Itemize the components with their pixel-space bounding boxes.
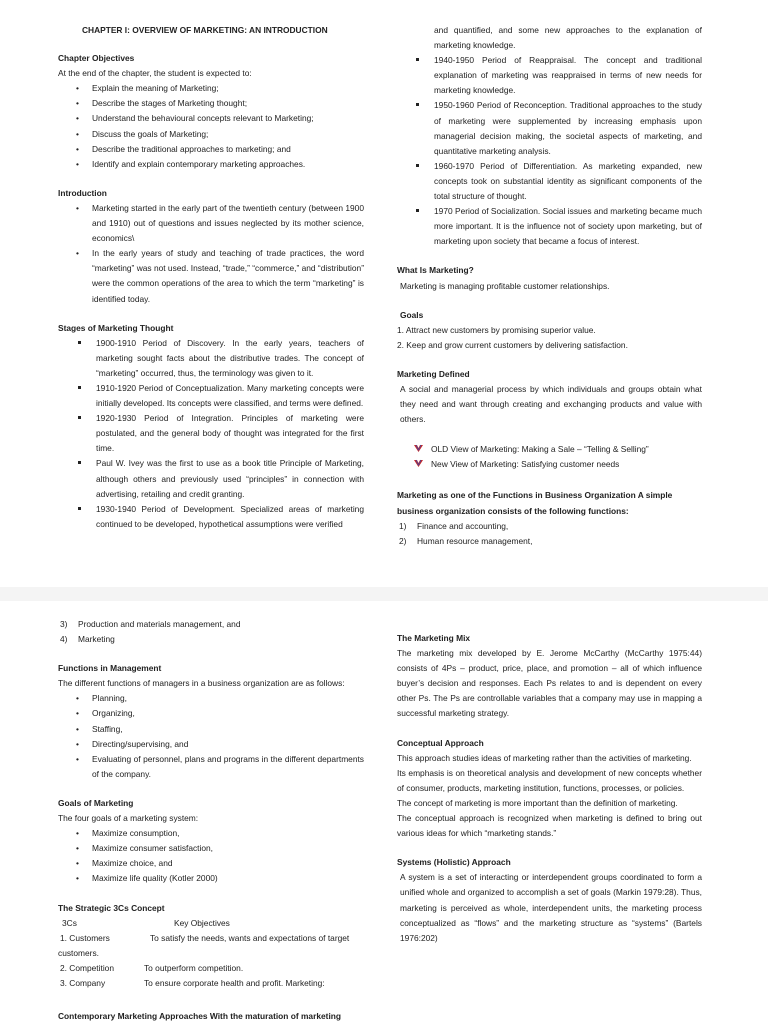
table-row bbox=[58, 961, 364, 976]
management-functions-list bbox=[58, 691, 364, 782]
table-row bbox=[58, 976, 364, 991]
list-item: 1920-1930 Period of Integration. Principles of marketing were postulated, and the general body of thought was integrated for the first time. bbox=[58, 411, 364, 456]
list-number: 4) bbox=[60, 634, 68, 645]
list-item: • Directing/supervising, and bbox=[58, 737, 364, 752]
list-number: 3) bbox=[60, 619, 68, 629]
list-item: • Explain the meaning of Marketing; bbox=[58, 81, 364, 96]
list-item bbox=[58, 632, 364, 647]
table-header-cell: 3Cs bbox=[62, 917, 77, 928]
list-item: 1930-1940 Period of Development. Specialized areas of marketing continued to be developed, hypothetical assumptions were verified bbox=[58, 502, 364, 532]
page1-right-column bbox=[397, 23, 702, 549]
conceptual-approach-heading: Conceptual Approach bbox=[397, 737, 484, 748]
paragraph: The concept of marketing is more important than the definition of marketing. bbox=[397, 797, 678, 808]
functions-in-management-intro: The different functions of managers in a business organization are as follows: bbox=[58, 678, 345, 689]
marketing-views-list bbox=[397, 442, 702, 472]
list-item: • Discuss the goals of Marketing; bbox=[58, 127, 364, 142]
systems-approach-heading: Systems (Holistic) Approach bbox=[397, 857, 511, 868]
list-item bbox=[397, 457, 702, 472]
list-item bbox=[58, 617, 364, 632]
objectives-intro: At the end of the chapter, the student is expected to: bbox=[58, 68, 252, 79]
table-header-row bbox=[58, 916, 364, 931]
table-row bbox=[58, 931, 364, 961]
page1-left-column bbox=[58, 23, 364, 532]
paragraph: The conceptual approach is recognized when marketing is defined to bring out various ideas for which “marketing stands.” bbox=[397, 813, 702, 839]
table-header-cell: Key Objectives bbox=[174, 917, 230, 928]
list-item: • Planning, bbox=[58, 691, 364, 706]
table-cell: 2. Competition bbox=[60, 962, 114, 973]
chapter-title: CHAPTER I: OVERVIEW OF MARKETING: AN INTRODUCTION bbox=[82, 25, 328, 35]
down-arrow-bullet-icon bbox=[413, 458, 424, 473]
list-item: Paul W. Ivey was the first to use as a book title Principle of Marketing, although others and previously used “principles” in connection with advertising, retailing and credit granting. bbox=[58, 456, 364, 501]
list-text: Human resource management, bbox=[417, 535, 533, 546]
list-item: 1910-1920 Period of Conceptualization. Many marketing concepts were initially developed. Its concepts were classified, and terms were defined. bbox=[58, 381, 364, 411]
marketing-defined-text: A social and managerial process by which individuals and groups obtain what they need and want through creating and exchanging products and value with others. bbox=[400, 383, 702, 425]
list-item bbox=[397, 519, 702, 534]
list-item: • Evaluating of personnel, plans and programs in the different departments of the company. bbox=[58, 752, 364, 782]
list-item: 1970 Period of Socialization. Social issues and marketing became much more important. It is the influence not of society upon marketing, but of marketing upon society that became a focus of interest. bbox=[397, 204, 702, 249]
table-cell: To outperform competition. bbox=[144, 962, 244, 973]
list-item bbox=[397, 442, 702, 457]
goals-of-marketing-intro: The four goals of a marketing system: bbox=[58, 813, 199, 824]
goal-item: 2. Keep and grow current customers by delivering satisfaction. bbox=[397, 339, 628, 350]
document-page-2 bbox=[0, 601, 768, 1024]
strategic-3cs-heading: The Strategic 3Cs Concept bbox=[58, 902, 165, 913]
table-cell: To satisfy the needs, wants and expectations of target customers. bbox=[58, 932, 350, 958]
list-item: 1960-1970 Period of Differentiation. As marketing expanded, new concepts took on substantial identity as significant components of the total structure of thought. bbox=[397, 159, 702, 204]
business-functions-list bbox=[397, 519, 702, 549]
list-item: • Staffing, bbox=[58, 722, 364, 737]
paragraph: Its emphasis is on theoretical analysis and development of new concepts whether of consumer, products, marketing institution, functions, processes, or policies. bbox=[397, 767, 702, 793]
list-number: 1) bbox=[399, 520, 407, 531]
contemporary-approaches-heading: Contemporary Marketing Approaches With the maturation of marketing bbox=[58, 1011, 342, 1022]
list-item: • Marketing started in the early part of the twentieth century (between 1900 and 1910) out of questions and issues neglected by its mother science, economics\ bbox=[58, 201, 364, 246]
view-old-text: OLD View of Marketing: Making a Sale – “Telling & Selling” bbox=[431, 444, 649, 455]
introduction-list bbox=[58, 201, 364, 307]
introduction-heading: Introduction bbox=[58, 187, 107, 198]
table-cell: To ensure corporate health and profit. Marketing: bbox=[144, 977, 325, 988]
stages-list bbox=[58, 336, 364, 532]
business-functions-heading: Marketing as one of the Functions in Business Organization A simple business organization consists of the following functions: bbox=[397, 490, 673, 516]
list-item: • Maximize consumer satisfaction, bbox=[58, 841, 364, 856]
list-item: • Organizing, bbox=[58, 706, 364, 721]
what-is-marketing-heading: What Is Marketing? bbox=[397, 265, 474, 276]
list-item: • Maximize consumption, bbox=[58, 826, 364, 841]
list-item: • Identify and explain contemporary marketing approaches. bbox=[58, 157, 364, 172]
list-item: • In the early years of study and teaching of trade practices, the word “marketing” was not used. Instead, “trade,” “commerce,” and “distribution” were the common operations of the area to which the term “marketing” is identified today. bbox=[58, 246, 364, 306]
systems-approach-text: A system is a set of interacting or interdependent groups coordinated to form a unified whole and organized to accomplish a set of goals (Markin 1979:28). Thus, marketing is perceived as whole, interdependent units, the marketing process conceptualized as “flows” and the marketing structure as “systems” (Bartels 1976:202) bbox=[400, 872, 702, 943]
business-functions-list-continued bbox=[58, 617, 364, 647]
list-text: Marketing bbox=[78, 634, 115, 645]
view-new-text: New View of Marketing: Satisfying customer needs bbox=[431, 459, 620, 470]
marketing-defined-heading: Marketing Defined bbox=[397, 368, 470, 379]
list-item bbox=[397, 534, 702, 549]
list-item: • Understand the behavioural concepts relevant to Marketing; bbox=[58, 111, 364, 126]
list-item: 1950-1960 Period of Reconception. Traditional approaches to the study of marketing were supplemented by increasing emphasis upon managerial decision making, the societal aspects of marketing, and quantitative marketing analysis. bbox=[397, 98, 702, 158]
down-arrow-bullet-icon bbox=[413, 443, 424, 458]
strategic-3cs-table bbox=[58, 916, 364, 991]
stages-heading: Stages of Marketing Thought bbox=[58, 322, 174, 333]
list-number: 2) bbox=[399, 535, 407, 546]
table-cell: 3. Company bbox=[60, 977, 106, 988]
marketing-goals-list bbox=[58, 826, 364, 886]
goals-of-marketing-heading: Goals of Marketing bbox=[58, 797, 134, 808]
list-item: 1940-1950 Period of Reappraisal. The concept and traditional explanation of marketing was reappraised in terms of new needs for marketing knowledge. bbox=[397, 53, 702, 98]
page2-left-column bbox=[58, 617, 364, 1024]
stages-list-continued bbox=[397, 53, 702, 249]
goals-heading: Goals bbox=[400, 309, 424, 320]
objectives-heading: Chapter Objectives bbox=[58, 53, 135, 64]
list-item: • Maximize life quality (Kotler 2000) bbox=[58, 871, 364, 886]
marketing-mix-heading: The Marketing Mix bbox=[397, 633, 471, 643]
list-item: 1900-1910 Period of Discovery. In the early years, teachers of marketing sought facts about the distributive trades. The concept of “marketing” occurred, thus, the terminology was given to it. bbox=[58, 336, 364, 381]
list-item: • Describe the traditional approaches to marketing; and bbox=[58, 142, 364, 157]
functions-in-management-heading: Functions in Management bbox=[58, 663, 162, 674]
what-is-marketing-text: Marketing is managing profitable customer relationships. bbox=[400, 280, 610, 291]
stage-continuation: and quantified, and some new approaches to the explanation of marketing knowledge. bbox=[434, 25, 702, 51]
marketing-mix-text: The marketing mix developed by E. Jerome McCarthy (McCarthy 1975:44) consists of 4Ps – product, price, place, and promotion – all of which influence buyer’s decision and responses. Each Ps relates to and is dependent on every other Ps. The Ps are controllable variables that a company may use in mapping a successful marketing strategy. bbox=[397, 648, 702, 719]
paragraph: This approach studies ideas of marketing rather than the activities of marketing. bbox=[397, 752, 692, 763]
table-cell: 1. Customers bbox=[60, 932, 110, 943]
list-text: Finance and accounting, bbox=[417, 520, 509, 531]
list-item: • Maximize choice, and bbox=[58, 856, 364, 871]
list-item: • Describe the stages of Marketing thought; bbox=[58, 96, 364, 111]
list-text: Production and materials management, and bbox=[78, 619, 241, 629]
page2-right-column bbox=[397, 631, 702, 946]
objectives-list bbox=[58, 81, 364, 172]
goal-item: 1. Attract new customers by promising superior value. bbox=[397, 324, 596, 335]
